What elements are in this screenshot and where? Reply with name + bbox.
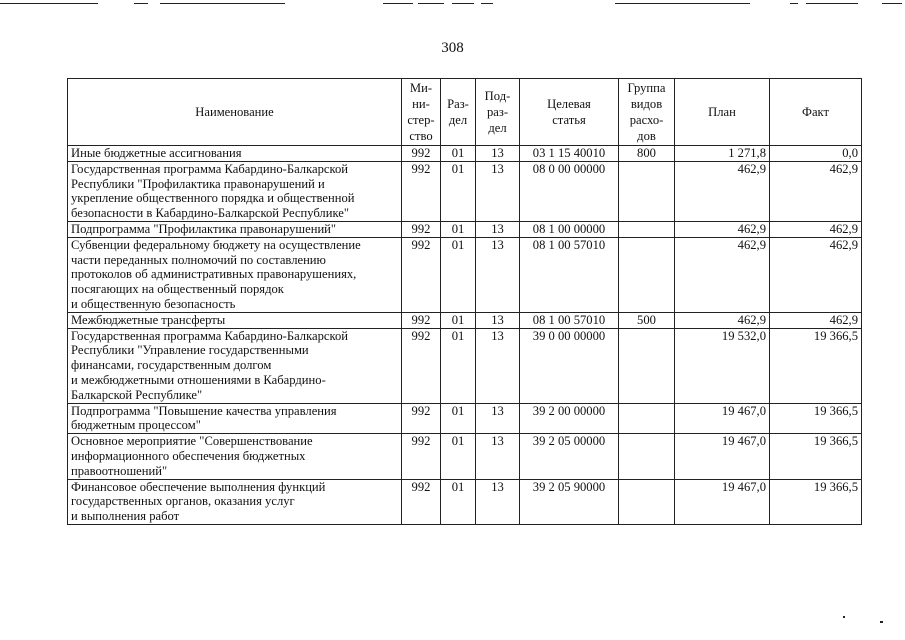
table-row [68,312,862,328]
cell-plan: 462,9 [675,161,770,221]
cell-target: 08 1 00 00000 [520,221,619,237]
cell-ministry: 992 [402,434,441,479]
header-group: Группа видов расхо- дов [619,79,675,146]
cell-fact: 462,9 [770,221,862,237]
table-row [68,161,862,221]
cell-target: 08 0 00 00000 [520,161,619,221]
cell-group: 500 [619,312,675,328]
cell-name: Иные бюджетные ассигнования [68,146,402,162]
cell-target: 39 2 05 90000 [520,479,619,524]
cell-subsection: 13 [476,328,520,403]
cell-plan: 19 467,0 [675,479,770,524]
cell-fact: 462,9 [770,237,862,312]
cell-group [619,221,675,237]
cell-group [619,161,675,221]
cell-plan: 19 467,0 [675,434,770,479]
cell-ministry: 992 [402,328,441,403]
cell-target: 08 1 00 57010 [520,312,619,328]
header-fact: Факт [770,79,862,146]
cell-group [619,403,675,434]
cell-section: 01 [441,221,476,237]
cell-ministry: 992 [402,161,441,221]
cell-section: 01 [441,146,476,162]
cell-fact: 19 366,5 [770,434,862,479]
cell-ministry: 992 [402,403,441,434]
table-row [68,221,862,237]
scan-speck [880,621,883,623]
cell-plan: 19 532,0 [675,328,770,403]
header-section: Раз- дел [441,79,476,146]
cell-name: Государственная программа Кабардино-Балкарской Республики "Профилактика правонарушений и укрепление общественного порядка и общественной безопасности в Кабардино-Балкарской Республике" [68,161,402,221]
cell-section: 01 [441,161,476,221]
cell-name: Субвенции федеральному бюджету на осуществление части переданных полномочий по составлению протоколов об административных правонарушениях, посягающих на общественный порядок и общественную безопасность [68,237,402,312]
cell-target: 39 2 05 00000 [520,434,619,479]
cell-target: 39 0 00 00000 [520,328,619,403]
cell-section: 01 [441,328,476,403]
header-name: Наименование [68,79,402,146]
header-ministry: Ми- ни- стер- ство [402,79,441,146]
table-header-row [68,79,862,146]
cell-ministry: 992 [402,237,441,312]
cell-section: 01 [441,312,476,328]
cell-group [619,237,675,312]
cell-subsection: 13 [476,403,520,434]
cell-group [619,328,675,403]
cell-section: 01 [441,434,476,479]
header-target: Целевая статья [520,79,619,146]
cell-subsection: 13 [476,237,520,312]
table-row [68,479,862,524]
cell-ministry: 992 [402,479,441,524]
cell-subsection: 13 [476,221,520,237]
cell-subsection: 13 [476,312,520,328]
cell-name: Подпрограмма "Профилактика правонарушений" [68,221,402,237]
cell-fact: 19 366,5 [770,403,862,434]
table-row [68,146,862,162]
table-row [68,237,862,312]
cell-group [619,479,675,524]
cell-plan: 462,9 [675,221,770,237]
cell-section: 01 [441,237,476,312]
cell-plan: 1 271,8 [675,146,770,162]
cell-name: Финансовое обеспечение выполнения функций государственных органов, оказания услуг и выполнения работ [68,479,402,524]
cell-group [619,434,675,479]
header-subsection: Под- раз- дел [476,79,520,146]
cell-name: Основное мероприятие "Совершенствование информационного обеспечения бюджетных правоотношений" [68,434,402,479]
cell-fact: 462,9 [770,312,862,328]
cell-target: 08 1 00 57010 [520,237,619,312]
cell-ministry: 992 [402,146,441,162]
cell-target: 39 2 00 00000 [520,403,619,434]
cell-fact: 19 366,5 [770,328,862,403]
cell-fact: 462,9 [770,161,862,221]
table-row [68,328,862,403]
cell-name: Межбюджетные трансферты [68,312,402,328]
cell-target: 03 1 15 40010 [520,146,619,162]
scan-speck [843,616,845,618]
cell-subsection: 13 [476,161,520,221]
cell-name: Подпрограмма "Повышение качества управления бюджетным процессом" [68,403,402,434]
cell-name: Государственная программа Кабардино-Балкарской Республики "Управление государственными финансами, государственным долгом и межбюджетными отношениями в Кабардино- Балкарской Республике" [68,328,402,403]
cell-section: 01 [441,403,476,434]
scan-artifact-lines [0,0,905,12]
budget-table [67,78,862,525]
cell-subsection: 13 [476,146,520,162]
cell-plan: 462,9 [675,312,770,328]
cell-subsection: 13 [476,479,520,524]
cell-fact: 19 366,5 [770,479,862,524]
cell-group: 800 [619,146,675,162]
header-plan: План [675,79,770,146]
cell-plan: 19 467,0 [675,403,770,434]
table-row [68,434,862,479]
table-row [68,403,862,434]
cell-fact: 0,0 [770,146,862,162]
cell-ministry: 992 [402,312,441,328]
cell-section: 01 [441,479,476,524]
page-number: 308 [441,40,464,56]
cell-plan: 462,9 [675,237,770,312]
cell-ministry: 992 [402,221,441,237]
cell-subsection: 13 [476,434,520,479]
